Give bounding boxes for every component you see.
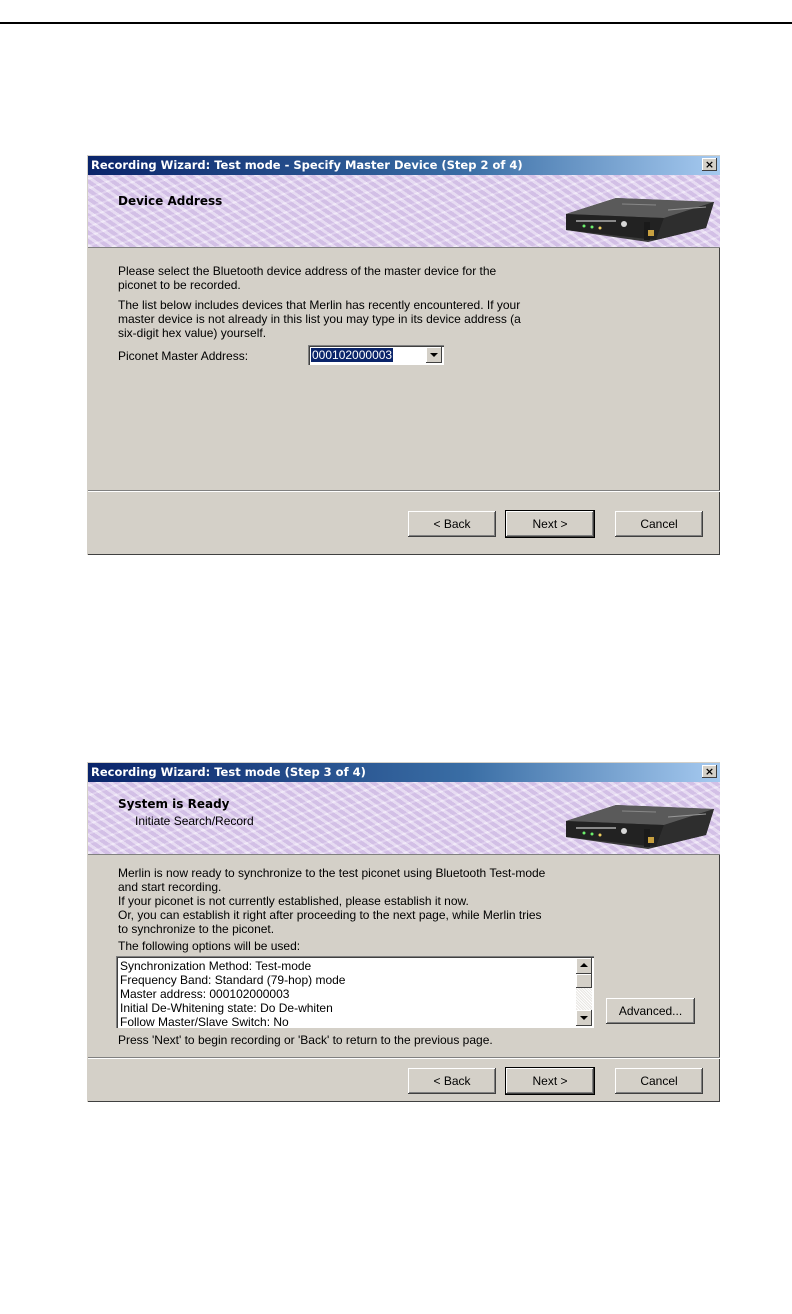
next-button[interactable]: Next > — [506, 511, 594, 537]
close-icon: × — [704, 765, 715, 778]
instruction-line: master device is not already in this list you may type in its device address (a — [118, 312, 521, 326]
page-header-rule — [0, 22, 792, 24]
footer-instruction: Press 'Next' to begin recording or 'Back' to return to the previous page. — [118, 1033, 493, 1047]
close-icon: × — [704, 158, 715, 171]
footer-separator — [88, 490, 720, 492]
chevron-up-icon — [580, 963, 588, 967]
cancel-button[interactable]: Cancel — [615, 1068, 703, 1094]
wizard-dialog-step-2 — [87, 155, 720, 555]
window-title: Recording Wizard: Test mode (Step 3 of 4) — [91, 765, 366, 779]
cancel-button[interactable]: Cancel — [615, 511, 703, 537]
vertical-scrollbar[interactable] — [576, 958, 592, 1026]
list-item: Frequency Band: Standard (79-hop) mode — [120, 973, 346, 987]
scroll-down-button[interactable] — [576, 1010, 592, 1026]
list-item: Synchronization Method: Test-mode — [120, 959, 312, 973]
address-label: Piconet Master Address: — [118, 349, 249, 363]
back-button[interactable]: < Back — [408, 1068, 496, 1094]
options-label: The following options will be used: — [118, 939, 301, 953]
footer-separator — [88, 1057, 720, 1059]
close-button[interactable] — [702, 158, 717, 171]
instruction-line: piconet to be recorded. — [118, 278, 241, 292]
wizard-header — [88, 782, 720, 855]
page-title: System is Ready — [118, 797, 230, 811]
list-item: Initial De-Whitening state: Do De-whiten — [120, 1001, 333, 1015]
advanced-button[interactable]: Advanced... — [606, 998, 695, 1024]
next-button[interactable]: Next > — [506, 1068, 594, 1094]
instruction-line: The list below includes devices that Merlin has recently encountered. If your — [118, 298, 521, 312]
close-button[interactable] — [702, 765, 717, 778]
list-item: Follow Master/Slave Switch: No — [120, 1015, 289, 1028]
back-button[interactable]: < Back — [408, 511, 496, 537]
list-item: Master address: 000102000003 — [120, 987, 290, 1001]
chevron-down-icon — [580, 1016, 588, 1020]
window-title: Recording Wizard: Test mode - Specify Master Device (Step 2 of 4) — [91, 158, 523, 172]
scroll-up-button[interactable] — [576, 958, 592, 974]
wizard-dialog-step-3 — [87, 762, 720, 1102]
scroll-thumb[interactable] — [576, 974, 592, 988]
merlin-analyzer-device-image — [556, 787, 716, 851]
page-title: Device Address — [118, 194, 223, 208]
titlebar[interactable] — [88, 763, 720, 782]
master-address-input[interactable]: 000102000003 — [312, 348, 393, 362]
page-subtitle: Initiate Search/Record — [135, 814, 254, 828]
instruction-line: to synchronize to the piconet. — [118, 922, 275, 936]
instruction-line: If your piconet is not currently established, please establish it now. — [118, 894, 469, 908]
dropdown-button[interactable] — [426, 347, 442, 363]
instruction-line: and start recording. — [118, 880, 222, 894]
instruction-line: Merlin is now ready to synchronize to the test piconet using Bluetooth Test-mode — [118, 866, 546, 880]
options-listbox[interactable] — [116, 956, 594, 1028]
titlebar[interactable] — [88, 156, 720, 175]
master-address-combobox[interactable] — [308, 345, 444, 365]
wizard-header — [88, 175, 720, 248]
merlin-analyzer-device-image — [556, 180, 716, 244]
chevron-down-icon — [430, 353, 438, 357]
instruction-line: Or, you can establish it right after proceeding to the next page, while Merlin tries — [118, 908, 542, 922]
instruction-line: Please select the Bluetooth device address of the master device for the — [118, 264, 497, 278]
instruction-line: six-digit hex value) yourself. — [118, 326, 267, 340]
